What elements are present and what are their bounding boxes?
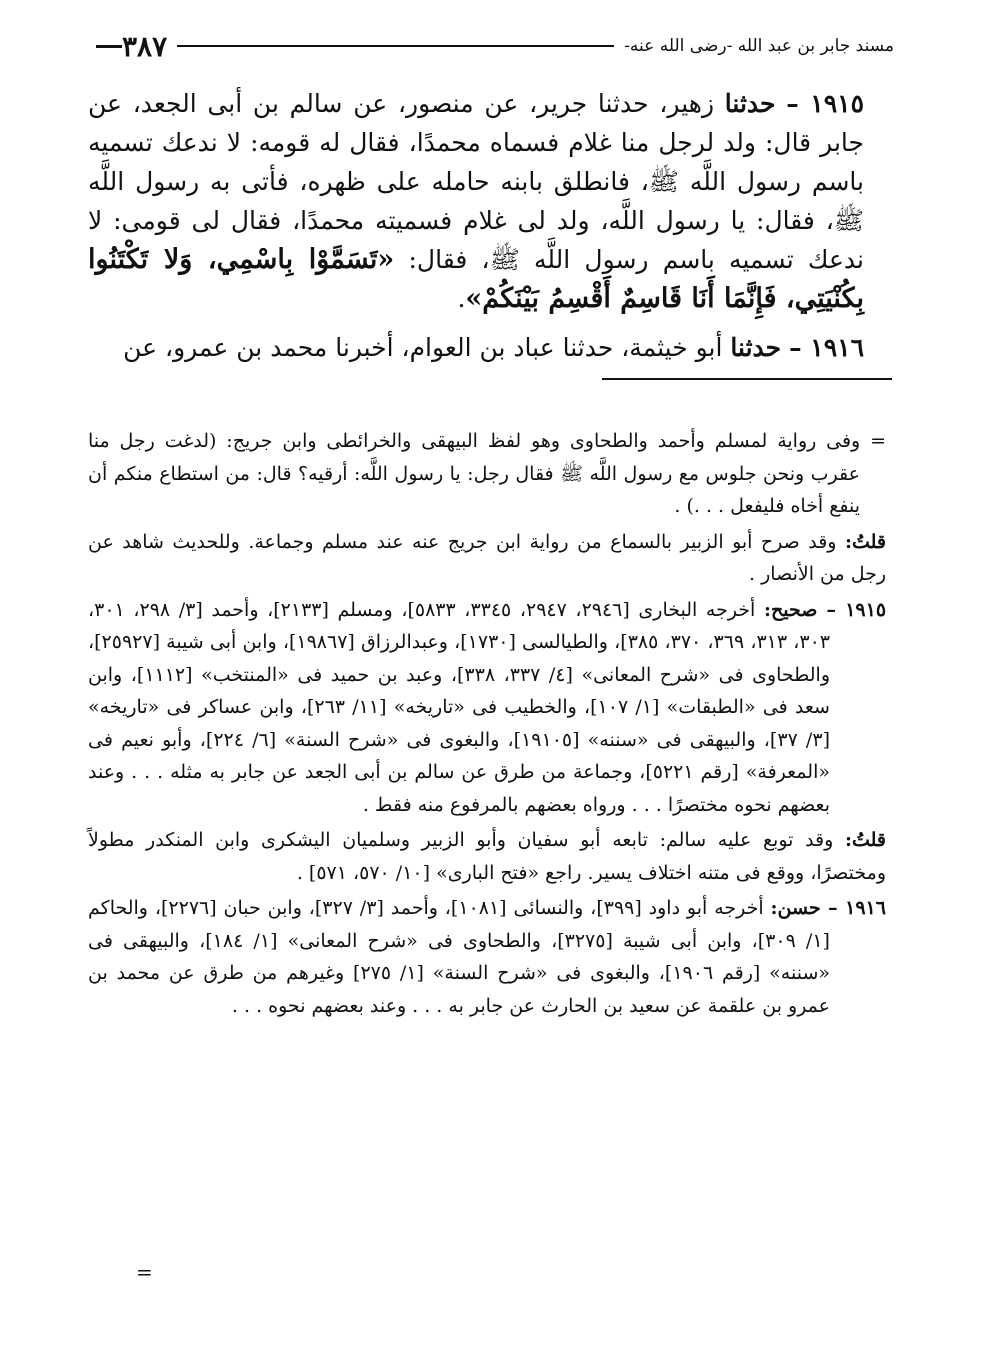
- footnote-1916: [88, 892, 886, 1022]
- footnotes: [88, 425, 886, 1025]
- hadith-lead: حدثنا: [730, 333, 782, 362]
- footnote-separator: [602, 378, 892, 380]
- running-title: مسند جابر بن عبد الله -رضى الله عنه-: [624, 36, 894, 56]
- page-number: ٣٨٧: [122, 29, 168, 63]
- footnote-label: ١٩١٥ – صحيح:: [763, 598, 887, 621]
- hadith-text: زهير، حدثنا جرير، عن منصور، عن سالم بن أبى الجعد، عن جابر قال: ولد لرجل منا غلام فسماه محمدًا، فقال له قومه: لا ندعك تسميه باسم رسول اللَّه ﷺ، فانطلق بابنه حامله على ظهره، فأتى به رسول اللَّه ﷺ، فقال: يا رسول اللَّه، ولد لى غلام فسميته محمدًا، فقال لى قومى: لا ندعك تسميه باسم رسول اللَّه ﷺ، فقال:: [88, 89, 864, 274]
- running-header: [88, 28, 894, 64]
- hadith-1916: [88, 328, 864, 367]
- hadith-lead: حدثنا: [724, 89, 776, 118]
- footnote-remark: [88, 526, 886, 591]
- page-number-block: [88, 30, 167, 63]
- footnote-text: أخرجه أبو داود [٣٩٩]، والنسائى [١٠٨١]، وأحمد [٣/ ٣٢٧]، وابن حبان [٢٢٧٦]، والحاكم [١/ ٣٠٩]، وابن أبى شيبة [٣٢٧٥]، والطحاوى فى «شرح المعانى» [١/ ١٨٤]، والبيهقى فى «سننه» [رقم ١٩٠٦]، والبغوى فى «شرح السنة» [١/ ٢٧٥] وغيرهم من طرق عن محمد بن عمرو بن علقمة عن سعيد بن الحارث عن جابر به . . . وعند بعضهم نحوه . . .: [88, 897, 830, 1017]
- prophetic-quote: «تَسَمَّوْا بِاسْمِي، وَلا تَكْتَنُوا بِكُنْيَتِي، فَإِنَّمَا أَنَا قَاسِمٌ أَقْسِمُ بَيْنَكُمْ»: [88, 244, 864, 314]
- remark-label: قلتُ:: [844, 829, 886, 851]
- page-number-dash: [96, 45, 122, 48]
- hadith-number: ١٩١٦ –: [789, 333, 864, 362]
- footnote-1915: [88, 594, 886, 822]
- footnote-remark: [88, 824, 886, 889]
- footnote-label: ١٩١٦ – حسن:: [770, 897, 886, 919]
- footnote-continued: = وفى رواية لمسلم وأحمد والطحاوى وهو لفظ البيهقى والخرائطى وابن جريج: (لدغت رجل منا عقرب ونحن جلوس مع رسول اللَّه ﷺ فقال رجل: يا رسول اللَّه: أرقيه؟ قال: من استطاع منكم أن ينفع أخاه فليفعل . . .) .: [88, 430, 886, 517]
- hadith-1915: [88, 84, 864, 318]
- remark-text: وقد صرح أبو الزبير بالسماع من رواية ابن جريج عنه عند مسلم وجماعة. وللحديث شاهد عن رجل من الأنصار .: [88, 530, 886, 585]
- footnote-text: أخرجه البخارى [٢٩٤٦، ٢٩٤٧، ٣٣٤٥، ٥٨٣٣]، ومسلم [٢١٣٣]، وأحمد [٣/ ٢٩٨، ٣٠١، ٣٠٣، ٣١٣، ٣٦٩، ٣٧٠، ٣٨٥]، والطيالسى [١٧٣٠]، وعبدالرزاق [١٩٨٦٧]، وابن أبى شيبة [٢٥٩٢٧]، والطحاوى فى «شرح المعانى» [٤/ ٣٣٧، ٣٣٨]، وعبد بن حميد فى «المنتخب» [١١١٢]، وابن سعد فى «الطبقات» [١/ ١٠٧]، والخطيب فى «تاريخه» [١١/ ٢٦٣]، وابن عساكر فى «تاريخه» [٣/ ٣٧]، والبيهقى فى «سننه» [١٩١٠٥]، والبغوى فى «شرح السنة» [٦/ ٢٢٤]، وأبو نعيم فى «المعرفة» [رقم ٥٢٢١]، وجماعة من طرق عن سالم بن أبى الجعد عن جابر به مثله . . . وعند بعضهم نحوه مختصرًا . . . ورواه بعضهم بالمرفوع منه فقط .: [88, 598, 831, 816]
- hadith-text: أبو خيثمة، حدثنا عباد بن العوام، أخبرنا محمد بن عمرو، عن: [123, 333, 731, 362]
- header-rule: [177, 45, 614, 47]
- continuation-mark: =: [136, 1260, 153, 1284]
- remark-label: قلتُ:: [844, 530, 886, 553]
- main-text: [88, 84, 864, 367]
- hadith-number: ١٩١٥ –: [786, 89, 864, 118]
- hadith-end: .: [457, 284, 466, 313]
- remark-text: وقد توبع عليه سالم: تابعه أبو سفيان وأبو الزبير وسلميان اليشكرى وابن المنكدر مطولاً ومختصرًا، ووقع فى متنه اختلاف يسير. راجع «فتح البارى» [١٠/ ٥٧٠، ٥٧١] .: [88, 829, 886, 884]
